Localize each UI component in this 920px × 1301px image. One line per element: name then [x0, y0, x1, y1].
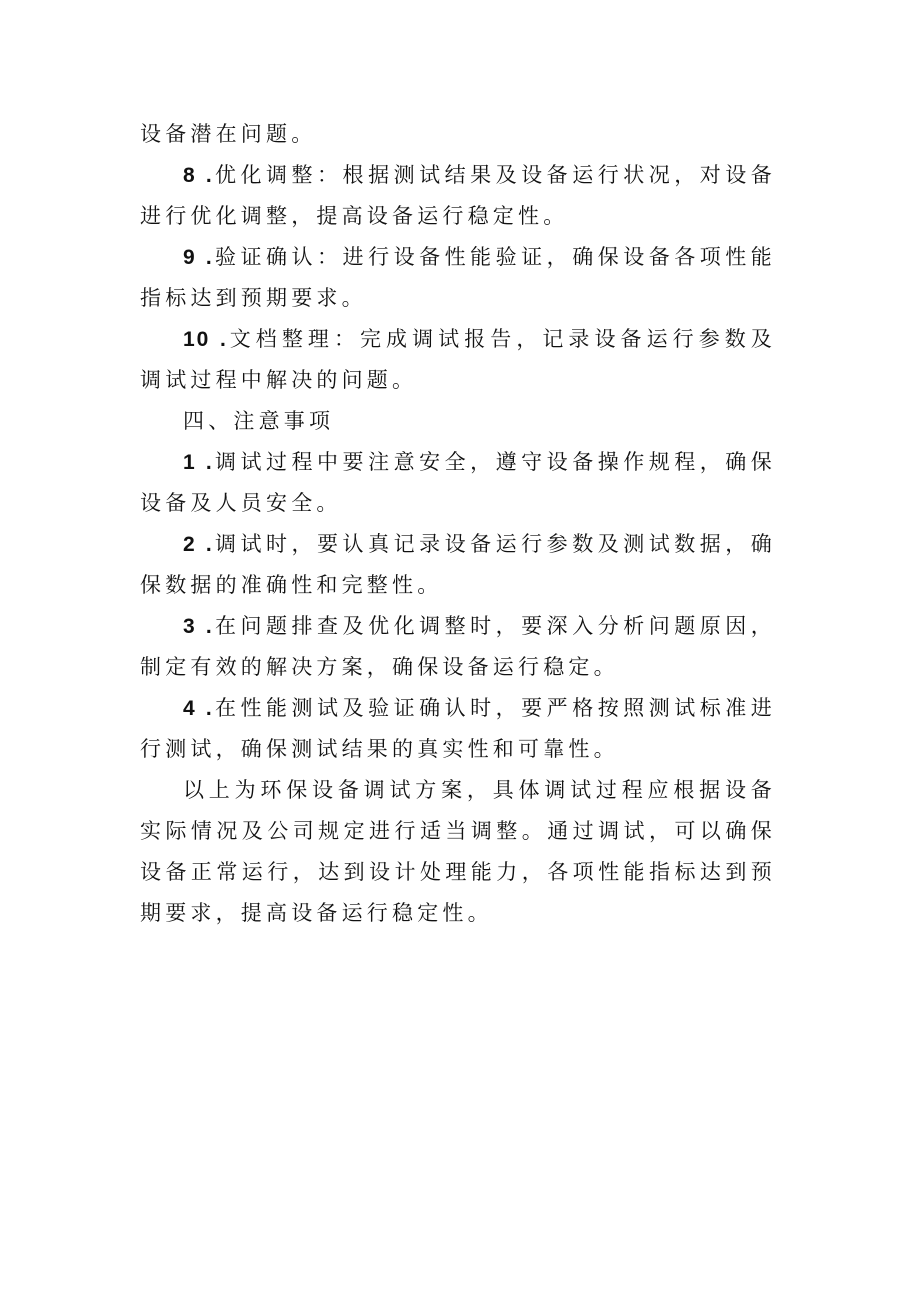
conclusion-paragraph: 以上为环保设备调试方案，具体调试过程应根据设备实际情况及公司规定进行适当调整。通过调试，可以确保设备正常运行，达到设计处理能力，各项性能指标达到预期要求，提高设备运行稳定性。	[140, 778, 776, 925]
continuation-paragraph: 设备潜在问题。	[140, 122, 317, 146]
note-number: 4	[183, 697, 197, 720]
step-item-10	[140, 319, 776, 401]
step-separator: .	[196, 246, 215, 269]
note-item-2	[140, 524, 776, 606]
step-number: 8	[183, 164, 197, 187]
note-separator: .	[196, 697, 215, 720]
note-text: 在性能测试及验证确认时，要严格按照测试标准进行测试，确保测试结果的真实性和可靠性。	[140, 696, 776, 761]
step-text: 验证确认：进行设备性能验证，确保设备各项性能指标达到预期要求。	[140, 245, 776, 310]
note-number: 1	[183, 451, 197, 474]
step-text: 文档整理：完成调试报告，记录设备运行参数及调试过程中解决的问题。	[140, 327, 777, 392]
step-item-8	[140, 155, 776, 237]
document-page	[140, 114, 776, 934]
note-text: 调试时，要认真记录设备运行参数及测试数据，确保数据的准确性和完整性。	[140, 532, 776, 597]
note-item-4	[140, 688, 776, 770]
step-separator: .	[196, 164, 215, 187]
note-separator: .	[196, 615, 215, 638]
note-text: 调试过程中要注意安全，遵守设备操作规程，确保设备及人员安全。	[140, 450, 776, 515]
note-number: 2	[183, 533, 197, 556]
step-number: 10	[183, 328, 211, 351]
note-text: 在问题排查及优化调整时，要深入分析问题原因，制定有效的解决方案，确保设备运行稳定。	[140, 614, 776, 679]
step-number: 9	[183, 246, 197, 269]
note-item-1	[140, 442, 776, 524]
note-number: 3	[183, 615, 197, 638]
note-separator: .	[196, 533, 215, 556]
step-item-9	[140, 237, 776, 319]
step-separator: .	[210, 328, 229, 351]
note-separator: .	[196, 451, 215, 474]
step-text: 优化调整：根据测试结果及设备运行状况，对设备进行优化调整，提高设备运行稳定性。	[140, 163, 776, 228]
note-item-3	[140, 606, 776, 688]
section-heading: 四、注意事项	[183, 409, 335, 433]
